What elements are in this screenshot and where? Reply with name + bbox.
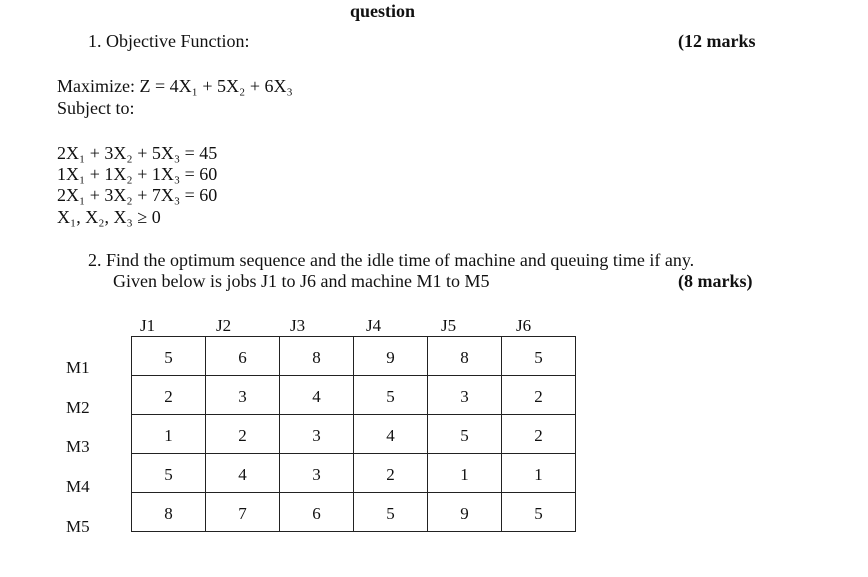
q1-constraint-1: 2X₁ + 3X₂ + 5X₃ = 45: [57, 143, 218, 163]
table-cell: 5: [428, 415, 502, 454]
q2-line-2: Given below is jobs J1 to J6 and machine M1 to M5: [113, 271, 490, 291]
table-row: [132, 376, 576, 415]
table-row: [132, 337, 576, 376]
table-cell: 5: [132, 454, 206, 493]
table-row: [132, 493, 576, 532]
q1-subject-to: Subject to:: [57, 98, 135, 118]
q2-marks: (8 marks): [678, 271, 753, 291]
cropped-heading-text: question: [350, 1, 416, 21]
processing-time-table: [131, 336, 576, 532]
job-header-j5: J5: [441, 316, 457, 335]
table-cell: 3: [280, 415, 354, 454]
table-cell: 1: [132, 415, 206, 454]
table-cell: 9: [354, 337, 428, 376]
table-cell: 4: [206, 454, 280, 493]
cropped-heading: [350, 0, 500, 21]
table-cell: 4: [354, 415, 428, 454]
table-cell: 8: [428, 337, 502, 376]
table-cell: 2: [502, 415, 576, 454]
machine-header-m2: M2: [66, 398, 90, 417]
table-cell: 5: [502, 337, 576, 376]
job-header-j2: J2: [216, 316, 232, 335]
table-cell: 5: [354, 376, 428, 415]
q1-nonnegativity: X₁, X₂, X₃ ≥ 0: [57, 207, 161, 227]
machine-header-m3: M3: [66, 437, 90, 456]
job-header-j4: J4: [366, 316, 382, 335]
q1-constraint-3: 2X₁ + 3X₂ + 7X₃ = 60: [57, 185, 218, 205]
table-cell: 6: [206, 337, 280, 376]
table-cell: 8: [132, 493, 206, 532]
q1-marks: (12 marks: [678, 31, 756, 51]
table-cell: 5: [132, 337, 206, 376]
q1-label: 1. Objective Function:: [88, 31, 250, 51]
job-header-j1: J1: [140, 316, 156, 335]
table-cell: 2: [354, 454, 428, 493]
table-row: [132, 415, 576, 454]
table-cell: 1: [428, 454, 502, 493]
job-header-j6: J6: [516, 316, 532, 335]
table-cell: 3: [428, 376, 502, 415]
q1-constraint-2: 1X₁ + 1X₂ + 1X₃ = 60: [57, 164, 218, 184]
table-cell: 6: [280, 493, 354, 532]
table-cell: 1: [502, 454, 576, 493]
table-cell: 4: [280, 376, 354, 415]
table-cell: 2: [502, 376, 576, 415]
table-cell: 7: [206, 493, 280, 532]
table-cell: 8: [280, 337, 354, 376]
q2-line-1: 2. Find the optimum sequence and the idle time of machine and queuing time if any.: [88, 250, 695, 270]
job-header-j3: J3: [290, 316, 306, 335]
machine-header-m4: M4: [66, 477, 90, 496]
table-cell: 5: [354, 493, 428, 532]
table-cell: 9: [428, 493, 502, 532]
table-cell: 2: [132, 376, 206, 415]
machine-header-m1: M1: [66, 358, 90, 377]
table-cell: 3: [280, 454, 354, 493]
table-cell: 3: [206, 376, 280, 415]
q1-objective: Maximize: Z = 4X₁ + 5X₂ + 6X₃: [57, 76, 293, 96]
machine-header-m5: M5: [66, 517, 90, 536]
table-cell: 5: [502, 493, 576, 532]
table-cell: 2: [206, 415, 280, 454]
table-row: [132, 454, 576, 493]
